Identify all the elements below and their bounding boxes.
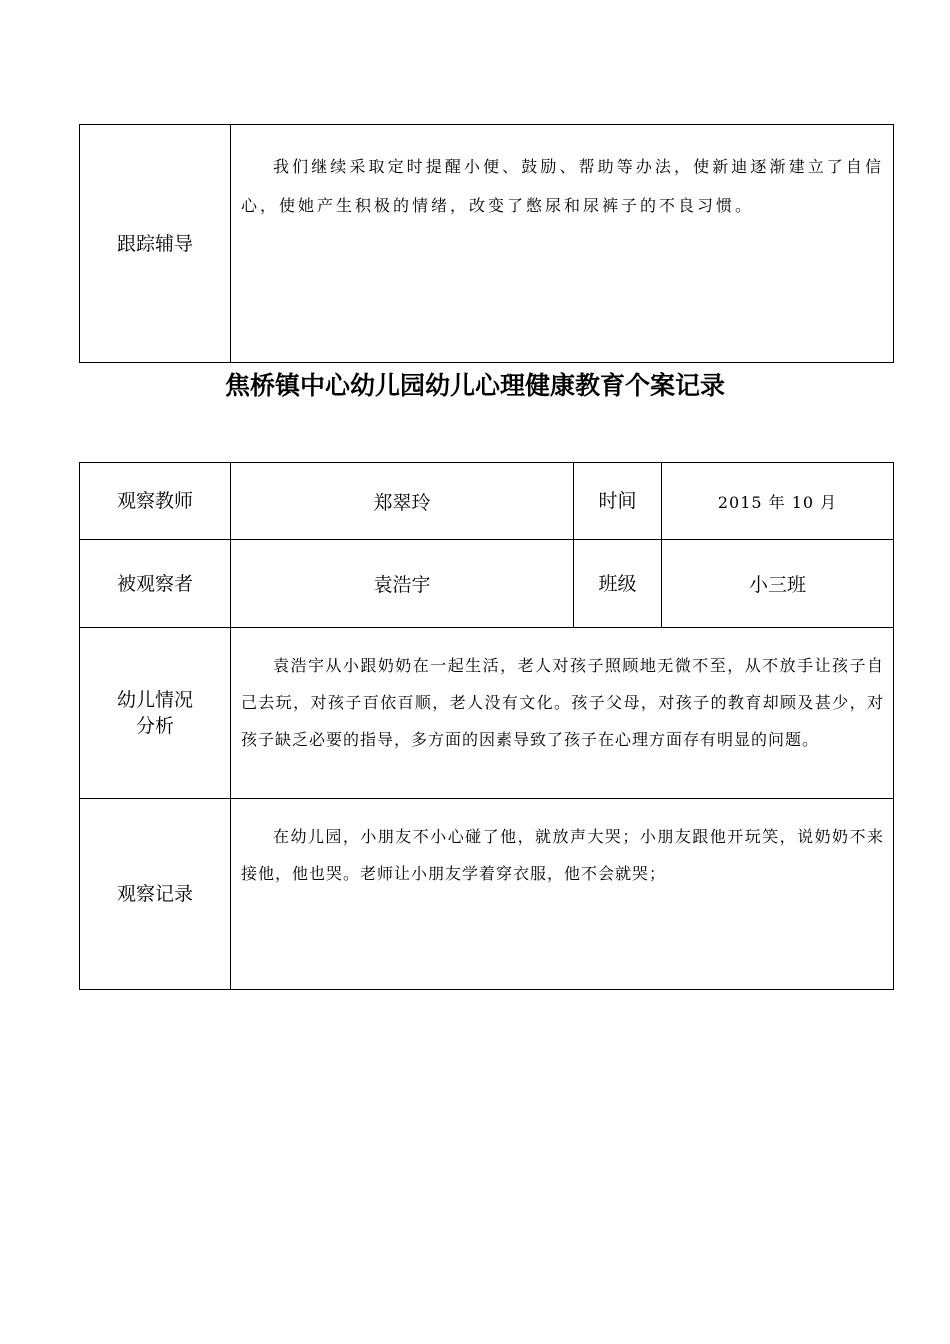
record-table bbox=[79, 462, 894, 990]
analysis-text: 袁浩宇从小跟奶奶在一起生活，老人对孩子照顾地无微不至，从不放手让孩子自己去玩，对孩子百依百顺，老人没有文化。孩子父母，对孩子的教育却顾及甚少，对孩子缺乏必要的指导，多方面的因素导致了孩子在心理方面存有明显的问题。 bbox=[231, 628, 894, 799]
subject-value: 袁浩宇 bbox=[231, 540, 574, 628]
subject-row bbox=[80, 540, 894, 628]
teacher-value: 郑翠玲 bbox=[231, 463, 574, 540]
analysis-label-line1: 幼儿情况 bbox=[116, 689, 193, 711]
analysis-label-line2: 分析 bbox=[135, 715, 174, 737]
subject-label: 被观察者 bbox=[80, 540, 231, 628]
tracking-label: 跟踪辅导 bbox=[80, 125, 231, 363]
analysis-row bbox=[80, 628, 894, 799]
time-label: 时间 bbox=[574, 463, 662, 540]
observation-text: 在幼儿园，小朋友不小心碰了他，就放声大哭；小朋友跟他开玩笑，说奶奶不来接他，他也哭。老师让小朋友学着穿衣服，他不会就哭； bbox=[231, 799, 894, 990]
page-title: 焦桥镇中心幼儿园幼儿心理健康教育个案记录 bbox=[224, 371, 725, 400]
class-value: 小三班 bbox=[662, 540, 894, 628]
tracking-table bbox=[79, 124, 894, 363]
observation-row bbox=[80, 799, 894, 990]
teacher-row bbox=[80, 463, 894, 540]
tracking-row bbox=[80, 125, 894, 363]
analysis-label bbox=[80, 628, 231, 799]
class-label: 班级 bbox=[574, 540, 662, 628]
time-value: 2015 年 10 月 bbox=[662, 463, 894, 540]
tracking-text: 我们继续采取定时提醒小便、鼓励、帮助等办法，使新迪逐渐建立了自信心，使她产生积极的情绪，改变了憋尿和尿裤子的不良习惯。 bbox=[231, 125, 894, 363]
teacher-label: 观察教师 bbox=[80, 463, 231, 540]
observation-label: 观察记录 bbox=[80, 799, 231, 990]
